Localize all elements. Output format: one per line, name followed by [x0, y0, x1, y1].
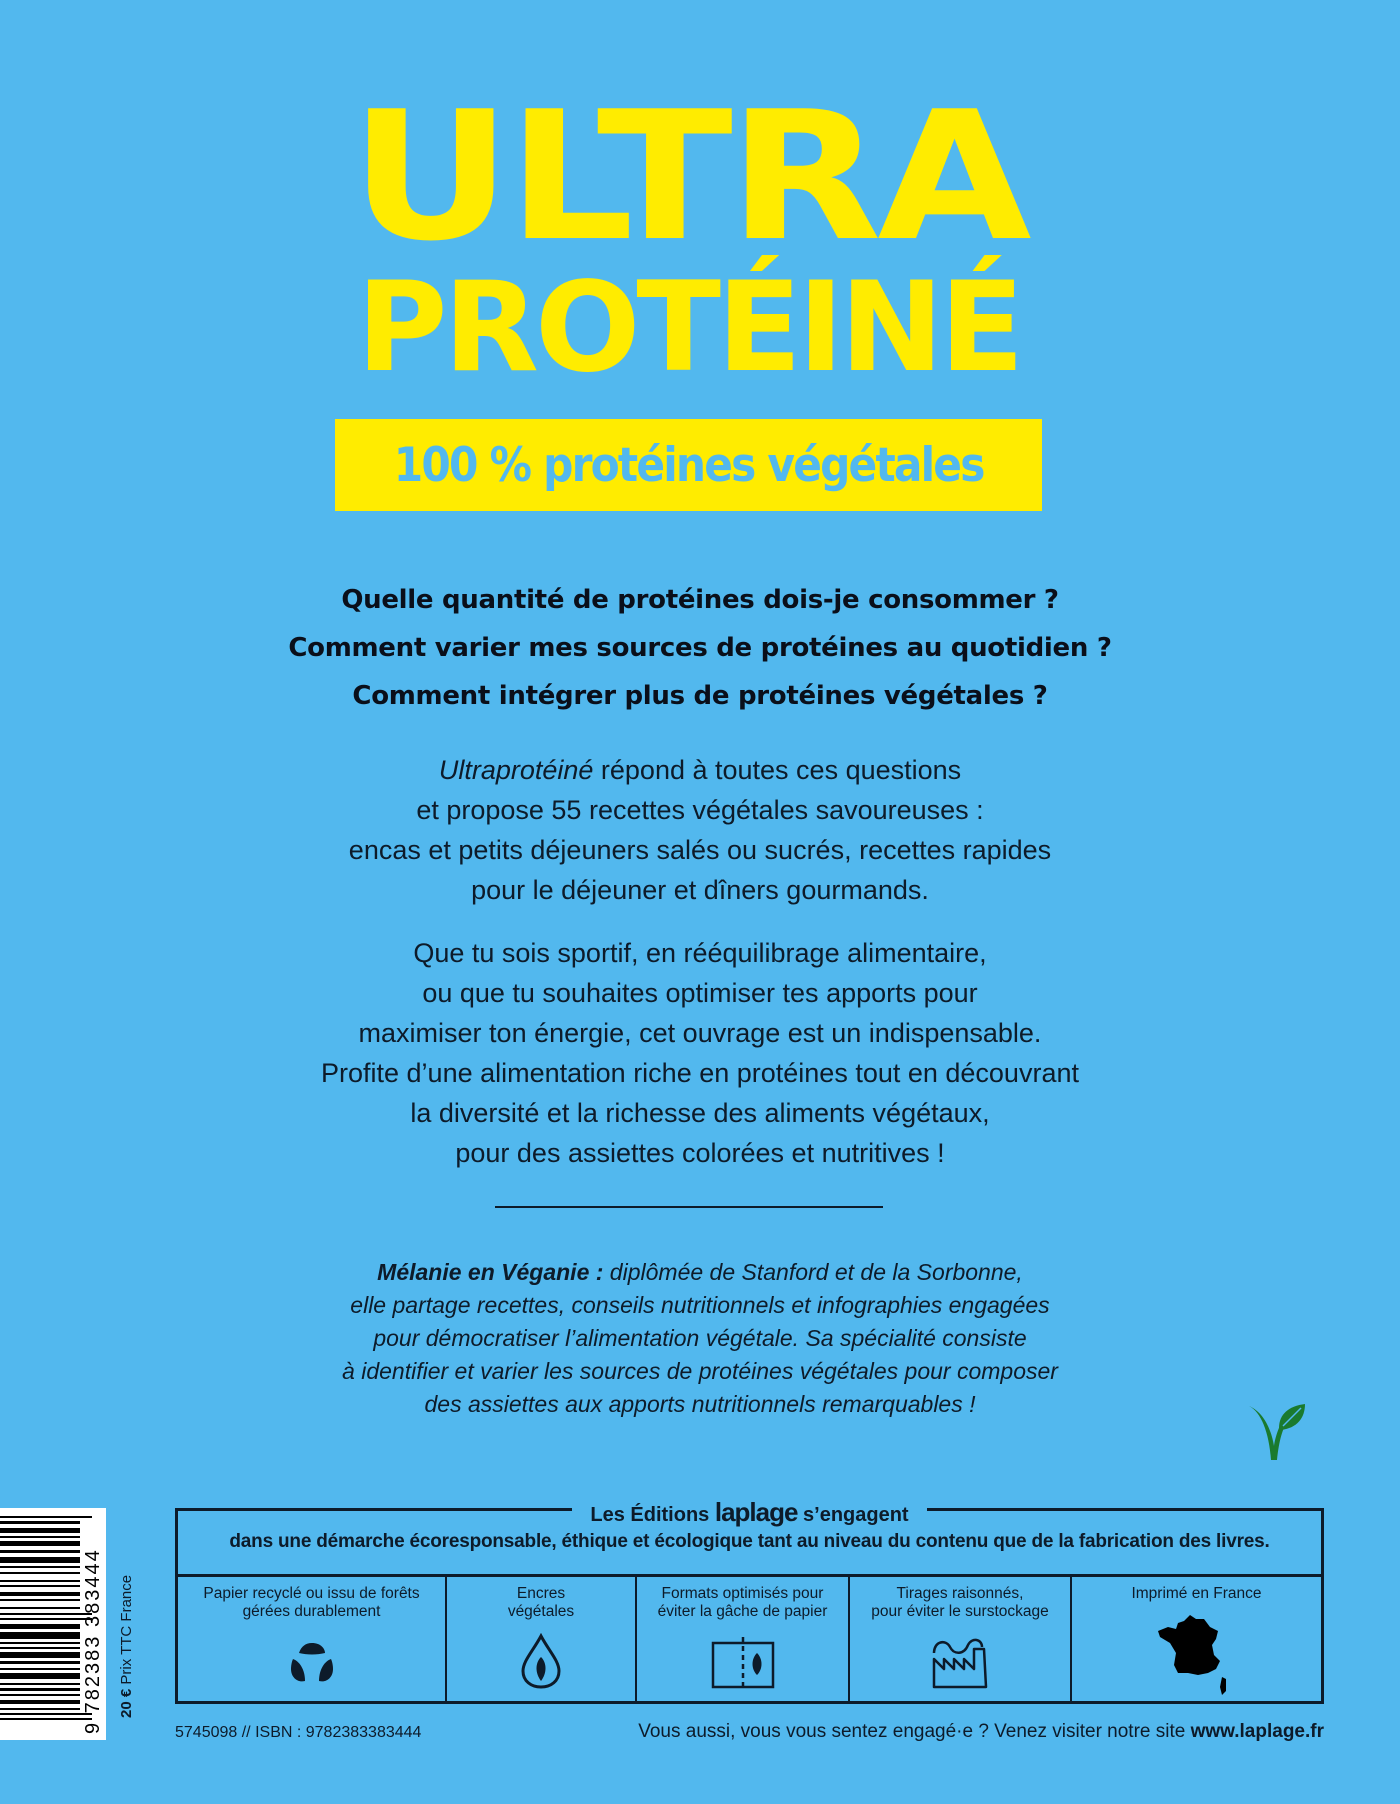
engagement-items: [178, 1574, 1321, 1701]
audience-line: la diversité et la richesse des aliments végétaux,: [410, 1098, 990, 1128]
author-line-3: pour démocratiser l’alimentation végétale. Sa spécialité consiste: [373, 1325, 1027, 1351]
item-label-line2: pour éviter le surstockage: [871, 1603, 1049, 1620]
engagement-header: [178, 1497, 1321, 1528]
visit-text: Vous aussi, vous vous sentez engagé·e ? Venez visiter notre site: [638, 1721, 1191, 1742]
description-line-4: pour le déjeuner et dîners gourmands.: [471, 875, 929, 905]
description-line-1-text: répond à toutes ces questions: [593, 755, 962, 785]
item-label-line2: éviter la gâche de papier: [657, 1603, 828, 1620]
author-line-4: à identifier et varier les sources de protéines végétales pour composer: [342, 1358, 1058, 1384]
isbn-text: 5745098 // ISBN : 9782383383444: [175, 1724, 422, 1741]
title-proteine: PROTÉINÉ: [356, 256, 1021, 400]
author-bio: [0, 1256, 1400, 1421]
engagement-subheader: dans une démarche écoresponsable, éthique et écologique tant au niveau du contenu que de la fabrication des livres.: [229, 1531, 1270, 1552]
description-paragraph: [0, 750, 1400, 910]
item-label-line1: Imprimé en France: [1131, 1585, 1262, 1602]
website-link[interactable]: www.laplage.fr: [1190, 1721, 1324, 1742]
author-name: Mélanie en Véganie :: [377, 1259, 604, 1285]
item-label-line2: végétales: [507, 1603, 575, 1620]
visit-website-text: [638, 1721, 1324, 1743]
engagement-item-ink: [447, 1577, 637, 1701]
factory-icon: [930, 1635, 990, 1691]
item-label-line1: Tirages raisonnés,: [896, 1585, 1024, 1602]
vegan-v-leaf-icon: [1243, 1398, 1313, 1473]
author-line-5: des assiettes aux apports nutritionnels remarquables !: [424, 1391, 976, 1417]
book-title-italic: Ultraprotéiné: [438, 755, 594, 785]
france-map-icon: [1154, 1611, 1240, 1697]
subtitle-banner: [335, 419, 1042, 511]
price-text: Prix TTC France: [118, 1574, 135, 1689]
item-label-line1: Encres: [516, 1585, 566, 1602]
engagement-header-prefix: Les Éditions: [590, 1504, 715, 1526]
barcode: [0, 1508, 106, 1740]
paper-format-icon: [711, 1637, 775, 1691]
title-ultra: ULTRA: [349, 73, 1028, 280]
price-amount: 20 €: [118, 1688, 135, 1718]
description-line-2: et propose 55 recettes végétales savoureuses :: [416, 795, 984, 825]
question-3: Comment intégrer plus de protéines végétales ?: [352, 681, 1048, 711]
item-label-line1: Formats optimisés pour: [661, 1585, 824, 1602]
description-line-1: [0, 750, 1400, 790]
engagement-header-suffix: s’engagent: [797, 1504, 909, 1526]
publisher-brand: laplage: [714, 1497, 798, 1527]
recycle-leaves-icon: [287, 1639, 337, 1689]
engagement-item-paper: [178, 1577, 447, 1701]
engagement-box: [175, 1497, 1324, 1704]
question-1: Quelle quantité de protéines dois-je consommer ?: [341, 585, 1059, 615]
audience-line: Que tu sois sportif, en rééquilibrage alimentaire,: [413, 938, 987, 968]
author-line-1: [0, 1256, 1400, 1289]
engagement-item-print-run: [850, 1577, 1072, 1701]
audience-line: pour des assiettes colorées et nutritives !: [455, 1138, 945, 1168]
audience-line: ou que tu souhaites optimiser tes apports pour: [422, 978, 978, 1008]
item-label-line2: gérées durablement: [242, 1603, 381, 1620]
description-line-3: encas et petits déjeuners salés ou sucrés, recettes rapides: [348, 835, 1052, 865]
item-label-line1: Papier recyclé ou issu de forêts: [203, 1585, 420, 1602]
audience-paragraph: [0, 933, 1400, 1173]
audience-line: maximiser ton énergie, cet ouvrage est un indispensable.: [358, 1018, 1042, 1048]
questions-block: [0, 580, 1400, 724]
author-line-2: elle partage recettes, conseils nutritionnels et infographies engagées: [350, 1292, 1050, 1318]
price-label: [118, 1575, 135, 1718]
section-divider: [495, 1206, 883, 1208]
barcode-digits: 9 782383 383444: [82, 1548, 104, 1734]
audience-line: Profite d’une alimentation riche en protéines tout en découvrant: [321, 1058, 1079, 1088]
ink-drop-leaf-icon: [519, 1633, 563, 1689]
engagement-item-made-in-france: [1072, 1577, 1321, 1701]
subtitle-text: 100 % protéines végétales: [393, 437, 984, 493]
engagement-item-format: [637, 1577, 850, 1701]
question-2: Comment varier mes sources de protéines au quotidien ?: [288, 633, 1112, 663]
author-line-1-text: diplômée de Stanford et de la Sorbonne,: [603, 1259, 1023, 1285]
